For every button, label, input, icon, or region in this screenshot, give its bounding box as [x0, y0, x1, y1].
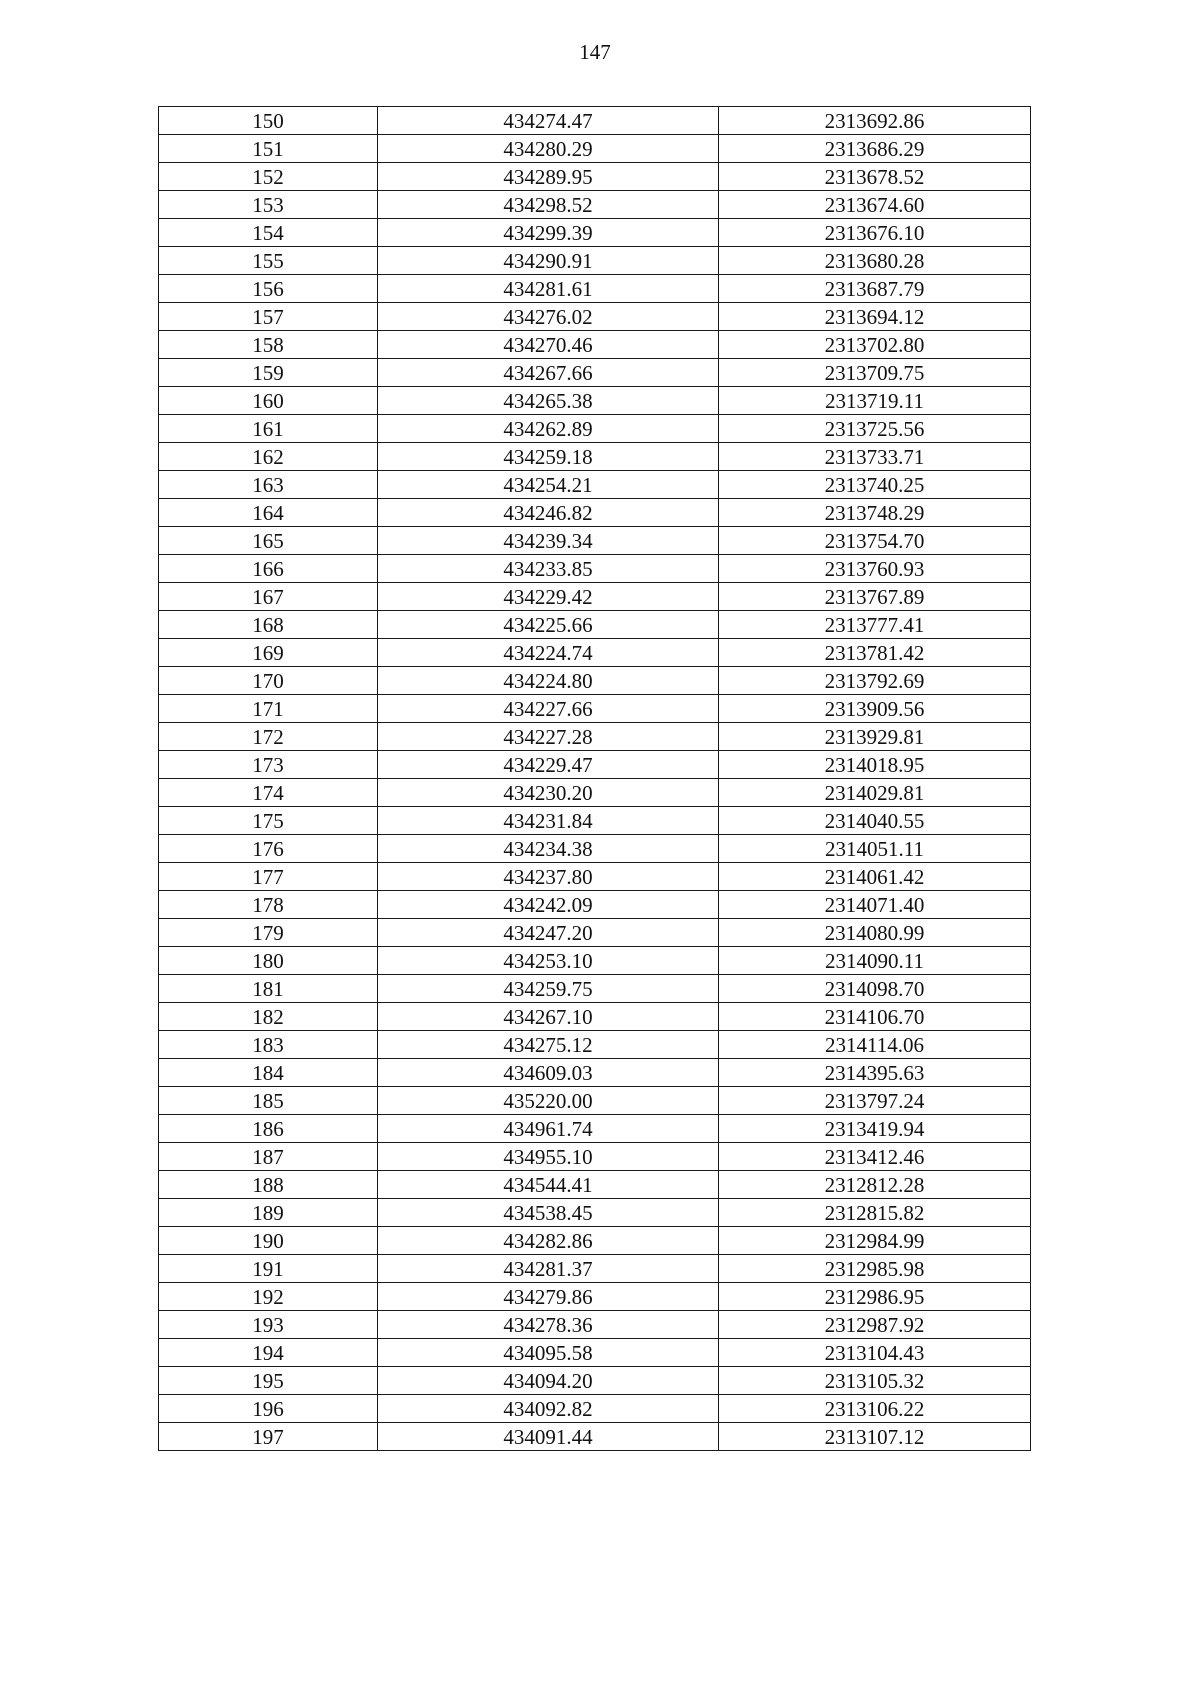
- cell-x-coordinate: 434289.95: [378, 163, 719, 191]
- cell-point-number: 197: [159, 1423, 378, 1451]
- cell-point-number: 173: [159, 751, 378, 779]
- cell-x-coordinate: 434091.44: [378, 1423, 719, 1451]
- table-row: [159, 1003, 1031, 1031]
- cell-y-coordinate: 2313692.86: [719, 107, 1031, 135]
- cell-point-number: 163: [159, 471, 378, 499]
- cell-x-coordinate: 434246.82: [378, 499, 719, 527]
- cell-x-coordinate: 434253.10: [378, 947, 719, 975]
- table-row: [159, 443, 1031, 471]
- cell-point-number: 152: [159, 163, 378, 191]
- cell-y-coordinate: 2314114.06: [719, 1031, 1031, 1059]
- cell-x-coordinate: 434254.21: [378, 471, 719, 499]
- cell-x-coordinate: 434281.61: [378, 275, 719, 303]
- cell-x-coordinate: 434239.34: [378, 527, 719, 555]
- cell-point-number: 171: [159, 695, 378, 723]
- table-row: [159, 1311, 1031, 1339]
- table-row: [159, 835, 1031, 863]
- cell-point-number: 151: [159, 135, 378, 163]
- cell-x-coordinate: 434247.20: [378, 919, 719, 947]
- cell-point-number: 178: [159, 891, 378, 919]
- cell-point-number: 156: [159, 275, 378, 303]
- cell-point-number: 183: [159, 1031, 378, 1059]
- table-row: [159, 667, 1031, 695]
- cell-point-number: 177: [159, 863, 378, 891]
- cell-x-coordinate: 434224.80: [378, 667, 719, 695]
- cell-y-coordinate: 2313107.12: [719, 1423, 1031, 1451]
- table-row: [159, 471, 1031, 499]
- cell-x-coordinate: 434234.38: [378, 835, 719, 863]
- cell-x-coordinate: 434094.20: [378, 1367, 719, 1395]
- cell-point-number: 170: [159, 667, 378, 695]
- cell-x-coordinate: 434275.12: [378, 1031, 719, 1059]
- cell-point-number: 189: [159, 1199, 378, 1227]
- cell-y-coordinate: 2313781.42: [719, 639, 1031, 667]
- cell-y-coordinate: 2312985.98: [719, 1255, 1031, 1283]
- cell-y-coordinate: 2313909.56: [719, 695, 1031, 723]
- table-row: [159, 1115, 1031, 1143]
- cell-x-coordinate: 434270.46: [378, 331, 719, 359]
- cell-point-number: 172: [159, 723, 378, 751]
- table-row: [159, 135, 1031, 163]
- cell-x-coordinate: 434955.10: [378, 1143, 719, 1171]
- cell-point-number: 162: [159, 443, 378, 471]
- cell-point-number: 194: [159, 1339, 378, 1367]
- cell-point-number: 158: [159, 331, 378, 359]
- cell-y-coordinate: 2314106.70: [719, 1003, 1031, 1031]
- cell-y-coordinate: 2312986.95: [719, 1283, 1031, 1311]
- cell-y-coordinate: 2313777.41: [719, 611, 1031, 639]
- table-row: [159, 1423, 1031, 1451]
- cell-y-coordinate: 2314395.63: [719, 1059, 1031, 1087]
- cell-x-coordinate: 434231.84: [378, 807, 719, 835]
- cell-x-coordinate: 434280.29: [378, 135, 719, 163]
- table-row: [159, 527, 1031, 555]
- cell-point-number: 182: [159, 1003, 378, 1031]
- cell-point-number: 154: [159, 219, 378, 247]
- cell-y-coordinate: 2313676.10: [719, 219, 1031, 247]
- cell-y-coordinate: 2313680.28: [719, 247, 1031, 275]
- cell-y-coordinate: 2313419.94: [719, 1115, 1031, 1143]
- table-row: [159, 1087, 1031, 1115]
- cell-x-coordinate: 434242.09: [378, 891, 719, 919]
- table-row: [159, 1171, 1031, 1199]
- cell-y-coordinate: 2313725.56: [719, 415, 1031, 443]
- cell-x-coordinate: 434233.85: [378, 555, 719, 583]
- table-row: [159, 163, 1031, 191]
- table-row: [159, 639, 1031, 667]
- cell-y-coordinate: 2314090.11: [719, 947, 1031, 975]
- cell-point-number: 196: [159, 1395, 378, 1423]
- cell-y-coordinate: 2313792.69: [719, 667, 1031, 695]
- table-row: [159, 107, 1031, 135]
- cell-y-coordinate: 2313674.60: [719, 191, 1031, 219]
- cell-point-number: 192: [159, 1283, 378, 1311]
- cell-point-number: 153: [159, 191, 378, 219]
- cell-y-coordinate: 2313412.46: [719, 1143, 1031, 1171]
- cell-point-number: 186: [159, 1115, 378, 1143]
- cell-x-coordinate: 434262.89: [378, 415, 719, 443]
- cell-point-number: 179: [159, 919, 378, 947]
- cell-point-number: 176: [159, 835, 378, 863]
- cell-point-number: 160: [159, 387, 378, 415]
- table-row: [159, 807, 1031, 835]
- cell-y-coordinate: 2313686.29: [719, 135, 1031, 163]
- cell-x-coordinate: 434961.74: [378, 1115, 719, 1143]
- cell-point-number: 180: [159, 947, 378, 975]
- table-row: [159, 303, 1031, 331]
- cell-y-coordinate: 2314051.11: [719, 835, 1031, 863]
- cell-x-coordinate: 434544.41: [378, 1171, 719, 1199]
- cell-point-number: 168: [159, 611, 378, 639]
- table-row: [159, 723, 1031, 751]
- cell-y-coordinate: 2313740.25: [719, 471, 1031, 499]
- table-row: [159, 1227, 1031, 1255]
- table-row: [159, 611, 1031, 639]
- table-row: [159, 359, 1031, 387]
- table-row: [159, 219, 1031, 247]
- cell-y-coordinate: 2312815.82: [719, 1199, 1031, 1227]
- cell-x-coordinate: 434224.74: [378, 639, 719, 667]
- cell-y-coordinate: 2313797.24: [719, 1087, 1031, 1115]
- cell-y-coordinate: 2312987.92: [719, 1311, 1031, 1339]
- cell-point-number: 191: [159, 1255, 378, 1283]
- table-row: [159, 555, 1031, 583]
- cell-x-coordinate: 434227.66: [378, 695, 719, 723]
- coordinate-table: [158, 106, 1031, 1451]
- table-row: [159, 1031, 1031, 1059]
- cell-point-number: 188: [159, 1171, 378, 1199]
- cell-x-coordinate: 434609.03: [378, 1059, 719, 1087]
- table-row: [159, 975, 1031, 1003]
- table-row: [159, 863, 1031, 891]
- table-row: [159, 891, 1031, 919]
- cell-y-coordinate: 2314040.55: [719, 807, 1031, 835]
- cell-x-coordinate: 434290.91: [378, 247, 719, 275]
- cell-x-coordinate: 434538.45: [378, 1199, 719, 1227]
- cell-x-coordinate: 435220.00: [378, 1087, 719, 1115]
- table-row: [159, 191, 1031, 219]
- cell-y-coordinate: 2312812.28: [719, 1171, 1031, 1199]
- cell-y-coordinate: 2313709.75: [719, 359, 1031, 387]
- table-row: [159, 751, 1031, 779]
- cell-point-number: 150: [159, 107, 378, 135]
- cell-x-coordinate: 434259.18: [378, 443, 719, 471]
- table-row: [159, 695, 1031, 723]
- cell-x-coordinate: 434230.20: [378, 779, 719, 807]
- cell-point-number: 195: [159, 1367, 378, 1395]
- cell-x-coordinate: 434229.47: [378, 751, 719, 779]
- cell-x-coordinate: 434278.36: [378, 1311, 719, 1339]
- cell-y-coordinate: 2313106.22: [719, 1395, 1031, 1423]
- cell-x-coordinate: 434276.02: [378, 303, 719, 331]
- table-row: [159, 779, 1031, 807]
- table-row: [159, 1367, 1031, 1395]
- cell-x-coordinate: 434237.80: [378, 863, 719, 891]
- cell-y-coordinate: 2314080.99: [719, 919, 1031, 947]
- cell-y-coordinate: 2312984.99: [719, 1227, 1031, 1255]
- cell-y-coordinate: 2313767.89: [719, 583, 1031, 611]
- cell-y-coordinate: 2313104.43: [719, 1339, 1031, 1367]
- cell-x-coordinate: 434265.38: [378, 387, 719, 415]
- cell-y-coordinate: 2313929.81: [719, 723, 1031, 751]
- table-row: [159, 387, 1031, 415]
- table-row: [159, 499, 1031, 527]
- table-row: [159, 1255, 1031, 1283]
- page-number: 147: [579, 40, 611, 64]
- cell-y-coordinate: 2313733.71: [719, 443, 1031, 471]
- table-row: [159, 1199, 1031, 1227]
- coordinate-table-body: [159, 107, 1031, 1451]
- cell-point-number: 161: [159, 415, 378, 443]
- cell-y-coordinate: 2313694.12: [719, 303, 1031, 331]
- cell-x-coordinate: 434299.39: [378, 219, 719, 247]
- cell-x-coordinate: 434259.75: [378, 975, 719, 1003]
- table-row: [159, 1339, 1031, 1367]
- cell-point-number: 185: [159, 1087, 378, 1115]
- cell-y-coordinate: 2314018.95: [719, 751, 1031, 779]
- table-row: [159, 415, 1031, 443]
- cell-y-coordinate: 2314071.40: [719, 891, 1031, 919]
- cell-x-coordinate: 434281.37: [378, 1255, 719, 1283]
- cell-y-coordinate: 2313678.52: [719, 163, 1031, 191]
- cell-y-coordinate: 2313687.79: [719, 275, 1031, 303]
- table-row: [159, 1395, 1031, 1423]
- table-row: [159, 275, 1031, 303]
- table-row: [159, 331, 1031, 359]
- cell-x-coordinate: 434229.42: [378, 583, 719, 611]
- cell-y-coordinate: 2313719.11: [719, 387, 1031, 415]
- table-row: [159, 919, 1031, 947]
- cell-point-number: 159: [159, 359, 378, 387]
- cell-point-number: 193: [159, 1311, 378, 1339]
- cell-x-coordinate: 434282.86: [378, 1227, 719, 1255]
- cell-point-number: 165: [159, 527, 378, 555]
- table-row: [159, 947, 1031, 975]
- cell-y-coordinate: 2313748.29: [719, 499, 1031, 527]
- cell-point-number: 187: [159, 1143, 378, 1171]
- cell-point-number: 155: [159, 247, 378, 275]
- cell-y-coordinate: 2314029.81: [719, 779, 1031, 807]
- cell-point-number: 190: [159, 1227, 378, 1255]
- cell-y-coordinate: 2314098.70: [719, 975, 1031, 1003]
- cell-x-coordinate: 434267.10: [378, 1003, 719, 1031]
- table-row: [159, 247, 1031, 275]
- cell-y-coordinate: 2314061.42: [719, 863, 1031, 891]
- cell-point-number: 175: [159, 807, 378, 835]
- cell-x-coordinate: 434298.52: [378, 191, 719, 219]
- cell-point-number: 166: [159, 555, 378, 583]
- cell-point-number: 181: [159, 975, 378, 1003]
- cell-x-coordinate: 434279.86: [378, 1283, 719, 1311]
- cell-point-number: 169: [159, 639, 378, 667]
- cell-y-coordinate: 2313760.93: [719, 555, 1031, 583]
- table-row: [159, 1283, 1031, 1311]
- cell-y-coordinate: 2313702.80: [719, 331, 1031, 359]
- cell-x-coordinate: 434095.58: [378, 1339, 719, 1367]
- cell-x-coordinate: 434092.82: [378, 1395, 719, 1423]
- table-row: [159, 1143, 1031, 1171]
- cell-x-coordinate: 434225.66: [378, 611, 719, 639]
- cell-x-coordinate: 434267.66: [378, 359, 719, 387]
- cell-point-number: 167: [159, 583, 378, 611]
- cell-point-number: 157: [159, 303, 378, 331]
- cell-y-coordinate: 2313105.32: [719, 1367, 1031, 1395]
- cell-x-coordinate: 434227.28: [378, 723, 719, 751]
- cell-point-number: 184: [159, 1059, 378, 1087]
- cell-point-number: 174: [159, 779, 378, 807]
- cell-point-number: 164: [159, 499, 378, 527]
- cell-x-coordinate: 434274.47: [378, 107, 719, 135]
- cell-y-coordinate: 2313754.70: [719, 527, 1031, 555]
- table-row: [159, 583, 1031, 611]
- table-row: [159, 1059, 1031, 1087]
